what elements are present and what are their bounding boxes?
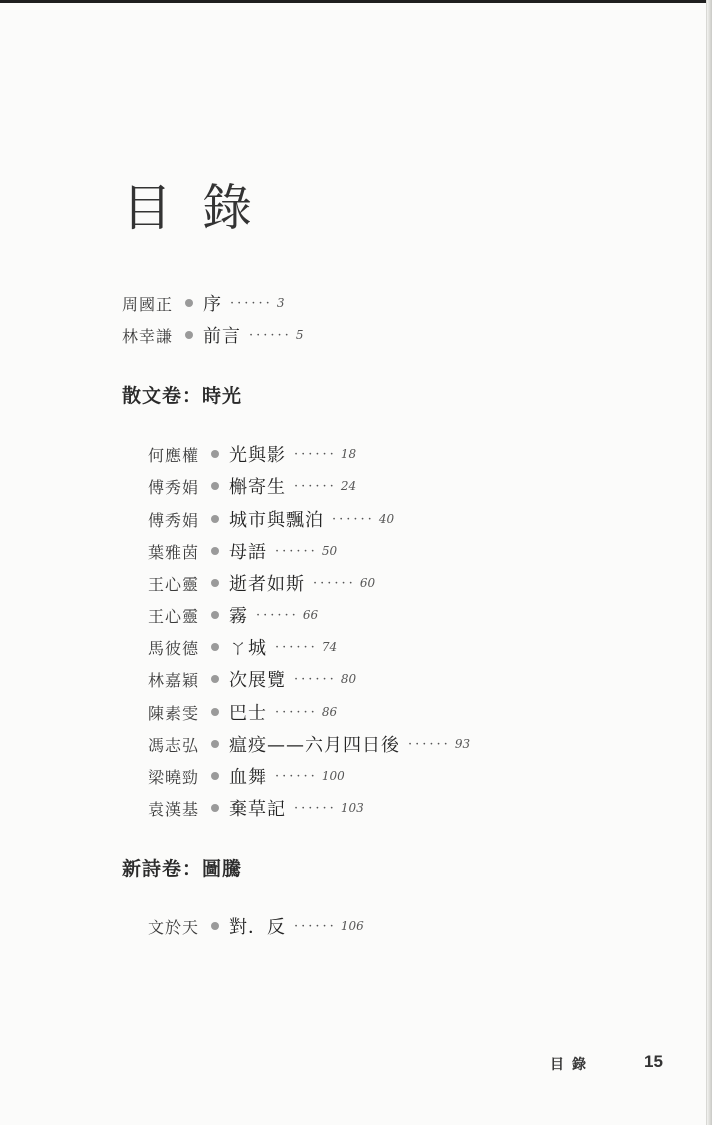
toc-entry bbox=[148, 602, 318, 628]
toc-entry bbox=[148, 731, 470, 757]
dot-leader: ······ bbox=[275, 704, 318, 720]
entry-page-number: 18 bbox=[340, 447, 357, 461]
page-top-edge bbox=[0, 0, 712, 3]
bullet-dot-icon bbox=[211, 740, 219, 748]
entry-title: 次展覽 bbox=[229, 670, 287, 691]
toc-entry-preface bbox=[122, 290, 284, 316]
dot-leader: ······ bbox=[249, 327, 292, 343]
entry-page-number: 106 bbox=[340, 919, 364, 933]
entry-page-number: 80 bbox=[340, 672, 357, 686]
toc-entry bbox=[148, 763, 345, 789]
toc-entry bbox=[148, 441, 356, 467]
dot-leader: ······ bbox=[294, 446, 337, 462]
bullet-dot-icon bbox=[211, 708, 219, 716]
bullet-dot-icon bbox=[211, 922, 219, 930]
toc-entry bbox=[148, 666, 356, 692]
entry-page-number: 3 bbox=[276, 296, 285, 310]
bullet-dot-icon bbox=[211, 675, 219, 683]
entry-title: 棄草記 bbox=[229, 799, 287, 820]
dot-leader: ······ bbox=[294, 478, 337, 494]
page-title: 目錄 bbox=[122, 179, 282, 237]
section-heading-prose: 散文卷：時光 bbox=[122, 385, 243, 407]
dot-leader: ······ bbox=[275, 543, 318, 559]
dot-leader: ······ bbox=[294, 918, 337, 934]
dot-leader: ······ bbox=[332, 511, 375, 527]
bullet-dot-icon bbox=[211, 450, 219, 458]
dot-leader: ······ bbox=[275, 768, 318, 784]
entry-page-number: 103 bbox=[340, 801, 364, 815]
toc-entry bbox=[148, 913, 364, 939]
entry-page-number: 40 bbox=[378, 512, 395, 526]
entry-author: 王心靈 bbox=[148, 606, 200, 626]
entry-title: 城市與飄泊 bbox=[229, 510, 325, 531]
entry-title: 序 bbox=[203, 294, 223, 315]
toc-entry bbox=[148, 699, 337, 725]
entry-title: 前言 bbox=[203, 326, 242, 347]
bullet-dot-icon bbox=[211, 611, 219, 619]
entry-author: 何應權 bbox=[148, 445, 200, 465]
toc-entry-foreword bbox=[122, 322, 303, 348]
entry-author: 陳素雯 bbox=[148, 703, 200, 723]
bullet-dot-icon bbox=[211, 547, 219, 555]
entry-title: 槲寄生 bbox=[229, 477, 287, 498]
dot-leader: ······ bbox=[230, 295, 273, 311]
entry-title: 光與影 bbox=[229, 445, 287, 466]
entry-title: 巴士 bbox=[229, 703, 268, 724]
toc-entry bbox=[148, 506, 394, 532]
dot-leader: ······ bbox=[275, 639, 318, 655]
entry-page-number: 74 bbox=[321, 640, 338, 654]
dot-leader: ······ bbox=[408, 736, 451, 752]
toc-entry bbox=[148, 795, 364, 821]
toc-entry bbox=[148, 473, 356, 499]
entry-page-number: 50 bbox=[321, 544, 338, 558]
entry-page-number: 60 bbox=[359, 576, 376, 590]
section-heading-poetry: 新詩卷：圖騰 bbox=[122, 858, 243, 880]
entry-page-number: 86 bbox=[321, 705, 338, 719]
running-footer: 目錄 bbox=[550, 1057, 594, 1073]
entry-page-number: 66 bbox=[302, 608, 319, 622]
toc-entry bbox=[148, 538, 337, 564]
entry-author: 林嘉穎 bbox=[148, 670, 200, 690]
entry-author: 文於天 bbox=[148, 917, 200, 937]
entry-page-number: 5 bbox=[295, 328, 304, 342]
entry-author: 梁曉勁 bbox=[148, 767, 200, 787]
dot-leader: ······ bbox=[294, 800, 337, 816]
dot-leader: ······ bbox=[256, 607, 299, 623]
entry-page-number: 24 bbox=[340, 479, 357, 493]
entry-author: 周國正 bbox=[122, 294, 174, 314]
entry-author: 傅秀娟 bbox=[148, 477, 200, 497]
dot-leader: ······ bbox=[313, 575, 356, 591]
entry-author: 葉雅茵 bbox=[148, 542, 200, 562]
entry-author: 傅秀娟 bbox=[148, 510, 200, 530]
entry-title: 逝者如斯 bbox=[229, 574, 306, 595]
bullet-dot-icon bbox=[185, 331, 193, 339]
bullet-dot-icon bbox=[211, 643, 219, 651]
entry-title: 母語 bbox=[229, 542, 268, 563]
dot-leader: ······ bbox=[294, 671, 337, 687]
bullet-dot-icon bbox=[211, 772, 219, 780]
entry-author: 林幸謙 bbox=[122, 326, 174, 346]
entry-author: 王心靈 bbox=[148, 574, 200, 594]
page-number: 15 bbox=[644, 1052, 663, 1071]
toc-entry bbox=[148, 570, 375, 596]
bullet-dot-icon bbox=[211, 515, 219, 523]
entry-page-number: 93 bbox=[454, 737, 471, 751]
page-right-edge bbox=[707, 0, 712, 1125]
entry-title: 血舞 bbox=[229, 767, 268, 788]
entry-title: ㄚ城 bbox=[229, 638, 268, 659]
entry-author: 馮志弘 bbox=[148, 735, 200, 755]
entry-title: 霧 bbox=[229, 606, 249, 627]
bullet-dot-icon bbox=[211, 579, 219, 587]
entry-page-number: 100 bbox=[321, 769, 345, 783]
bullet-dot-icon bbox=[185, 299, 193, 307]
entry-title: 對．反 bbox=[229, 917, 287, 938]
entry-author: 袁漢基 bbox=[148, 799, 200, 819]
toc-entry bbox=[148, 634, 337, 660]
bullet-dot-icon bbox=[211, 482, 219, 490]
bullet-dot-icon bbox=[211, 804, 219, 812]
entry-author: 馬彼德 bbox=[148, 638, 200, 658]
entry-title: 瘟疫——六月四日後 bbox=[229, 735, 401, 756]
